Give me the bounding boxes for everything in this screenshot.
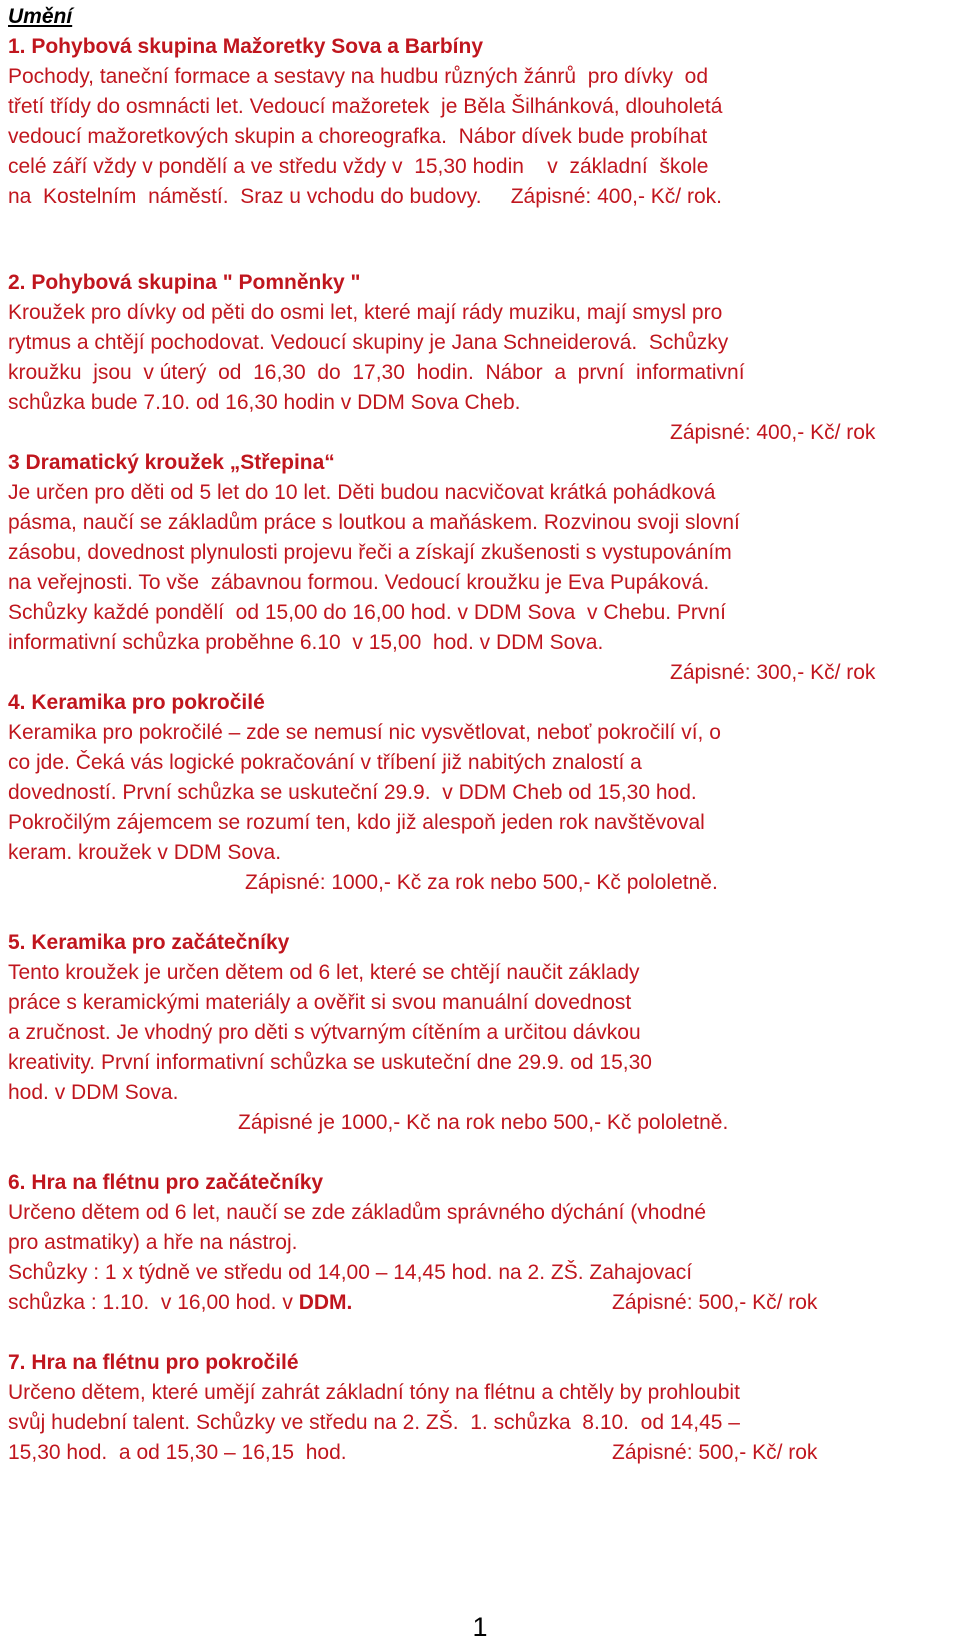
section-6-heading: 6. Hra na flétnu pro začátečníky [8, 1171, 324, 1194]
section-5-fee: Zápisné je 1000,- Kč na rok nebo 500,- Kč pololetně. [238, 1111, 729, 1134]
section-6-line: Určeno dětem od 6 let, naučí se zde základům správného dýchání (vhodné [8, 1201, 707, 1224]
section-3-line: na veřejnosti. To vše zábavnou formou. Vedoucí kroužku je Eva Pupáková. [8, 571, 710, 594]
section-7-fee: Zápisné: 500,- Kč/ rok [612, 1441, 818, 1464]
section-2-line: schůzka bude 7.10. od 16,30 hodin v DDM Sova Cheb. [8, 391, 521, 414]
section-3-line: Schůzky každé pondělí od 15,00 do 16,00 hod. v DDM Sova v Chebu. První [8, 601, 726, 624]
section-3-line: zásobu, dovednost plynulosti projevu řeči a získají zkušenosti s vystupováním [8, 541, 732, 564]
section-1-line: vedoucí mažoretkových skupin a choreografka. Nábor dívek bude probíhat [8, 125, 708, 148]
section-7-heading: 7. Hra na flétnu pro pokročilé [8, 1351, 299, 1374]
section-3-heading: 3 Dramatický kroužek „Střepina“ [8, 451, 335, 474]
section-3-fee: Zápisné: 300,- Kč/ rok [670, 661, 876, 684]
section-2-fee: Zápisné: 400,- Kč/ rok [670, 421, 876, 444]
section-2-line: Kroužek pro dívky od pěti do osmi let, které mají rády muziku, mají smysl pro [8, 301, 723, 324]
section-4-line: Keramika pro pokročilé – zde se nemusí nic vysvětlovat, neboť pokročilí ví, o [8, 721, 721, 744]
section-2-line: rytmus a chtějí pochodovat. Vedoucí skupiny je Jana Schneiderová. Schůzky [8, 331, 729, 354]
section-6-line: Schůzky : 1 x týdně ve středu od 14,00 – 14,45 hod. na 2. ZŠ. Zahajovací [8, 1261, 693, 1284]
section-7-line: svůj hudební talent. Schůzky ve středu na 2. ZŠ. 1. schůzka 8.10. od 14,45 – [8, 1411, 740, 1434]
section-5-heading: 5. Keramika pro začátečníky [8, 931, 290, 954]
page-number: 1 [472, 1612, 488, 1642]
section-4-line: keram. kroužek v DDM Sova. [8, 841, 282, 864]
section-1-heading: 1. Pohybová skupina Mažoretky Sova a Barbíny [8, 35, 483, 58]
section-1-line: Pochody, taneční formace a sestavy na hudbu různých žánrů pro dívky od [8, 65, 709, 88]
section-1-line: na Kostelním náměstí. Sraz u vchodu do budovy. Zápisné: 400,- Kč/ rok. [8, 185, 722, 208]
section-6-meeting-text: schůzka : 1.10. v 16,00 hod. v [8, 1291, 299, 1314]
section-5-line: kreativity. První informativní schůzka se uskuteční dne 29.9. od 15,30 [8, 1051, 652, 1074]
section-3-line: pásma, naučí se základům práce s loutkou a maňáskem. Rozvinou svoji slovní [8, 511, 740, 534]
section-1-line: celé září vždy v pondělí a ve středu vždy v 15,30 hodin v základní škole [8, 155, 709, 178]
section-6-ddm-bold: DDM. [298, 1291, 353, 1314]
section-6-fee: Zápisné: 500,- Kč/ rok [612, 1291, 818, 1314]
section-5-line: hod. v DDM Sova. [8, 1081, 179, 1104]
section-3-line: Je určen pro děti od 5 let do 10 let. Děti budou nacvičovat krátká pohádková [8, 481, 716, 504]
section-6-line: pro astmatiky) a hře na nástroj. [8, 1231, 298, 1254]
section-4-line: dovedností. První schůzka se uskuteční 29.9. v DDM Cheb od 15,30 hod. [8, 781, 697, 804]
section-4-line: Pokročilým zájemcem se rozumí ten, kdo již alespoň jeden rok navštěvoval [8, 811, 705, 834]
section-2-heading: 2. Pohybová skupina " Pomněnky " [8, 271, 361, 294]
section-4-line: co jde. Čeká vás logické pokračování v tříbení již nabitých znalostí a [8, 751, 642, 774]
section-7-line: Určeno dětem, které umějí zahrát základní tóny na flétnu a chtěly by prohloubit [8, 1381, 740, 1404]
section-4-heading: 4. Keramika pro pokročilé [8, 691, 265, 714]
section-5-line: a zručnost. Je vhodný pro děti s výtvarným cítěním a určitou dávkou [8, 1021, 641, 1044]
section-1-line: třetí třídy do osmnácti let. Vedoucí mažoretek je Běla Šilhánková, dlouholetá [8, 95, 723, 118]
section-5-line: Tento kroužek je určen dětem od 6 let, které se chtějí naučit základy [8, 961, 640, 984]
section-5-line: práce s keramickými materiály a ověřit si svou manuální dovednost [8, 991, 632, 1014]
section-6-line [8, 1288, 352, 1318]
section-7-line: 15,30 hod. a od 15,30 – 16,15 hod. [8, 1441, 347, 1464]
section-2-line: kroužku jsou v úterý od 16,30 do 17,30 hodin. Nábor a první informativní [8, 361, 745, 384]
section-4-fee: Zápisné: 1000,- Kč za rok nebo 500,- Kč pololetně. [245, 871, 718, 894]
section-3-line: informativní schůzka proběhne 6.10 v 15,00 hod. v DDM Sova. [8, 631, 604, 654]
page-title: Umění [8, 5, 73, 28]
